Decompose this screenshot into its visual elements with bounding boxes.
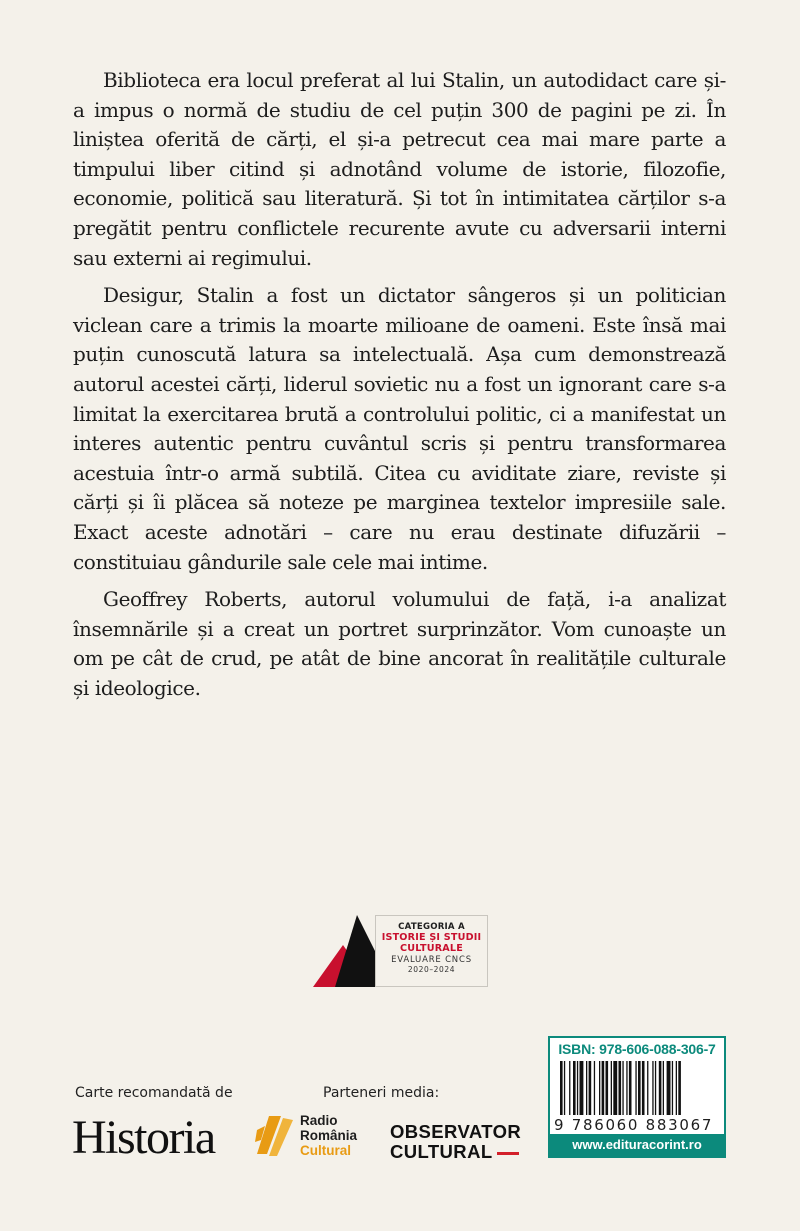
barcode-bar [638,1061,641,1115]
barcode-bar [564,1061,565,1115]
observator-cultural-logo [390,1122,521,1162]
radio-line-2: România [300,1128,358,1143]
badge-field-line1: ISTORIE ȘI STUDII [381,932,482,943]
isbn-label: ISBN: 978-606-088-306-7 [558,1041,716,1057]
radio-line-3: Cultural [300,1143,352,1158]
barcode-bar [560,1061,563,1115]
barcode-bar [573,1061,576,1115]
observator-red-bar [497,1152,519,1155]
barcode-bar [672,1061,673,1115]
blurb-paragraph-2: Desigur, Stalin a fost un dictator sângeros și un politician viclean care a trimis la moarte milioane de oameni. Este însă mai puțin cunoscută latura sa intelectuală. Așa cum demonstrează autorul acestei cărți, liderul sovietic nu a fost un ignorant care s-a limitat la exercitarea brută a controlului politic, ci a manifestat un interes autentic pentru cuvântul scris și pentru transformarea acestuia într-o armă subtilă. Citea cu aviditate ziare, reviste și cărți și îi plăcea să noteze pe marginea textelor impresiile sale. Exact aceste adnotări – care nu erau destinate difuzării – constituiau gândurile sale cele mai intime. [73,283,726,574]
radio-line-1: Radio [300,1113,338,1128]
barcode-bar [635,1061,636,1115]
radio-romania-cultural-logo [255,1110,385,1160]
barcode-bar [613,1061,617,1115]
back-cover-blurb [73,66,726,711]
barcode [558,1061,716,1117]
barcode-bar [629,1061,632,1115]
badge-text-box [375,915,488,987]
barcode-bar [599,1061,600,1115]
barcode-bar [647,1061,648,1115]
barcode-bar [622,1061,623,1115]
barcode-bar [676,1061,677,1115]
isbn-barcode-box [548,1036,726,1158]
barcode-bar [663,1061,664,1115]
barcode-bar [642,1061,645,1115]
observator-line-2: CULTURAL [390,1141,493,1162]
publisher-website[interactable]: www.edituracorint.ro [550,1134,724,1156]
blurb-paragraph-3: Geoffrey Roberts, autorul volumului de față, i-a analizat însemnările și a creat un portret surprinzător. Vom cunoaște un om pe cât de crud, pe atât de bine ancorat în realitățile culturale și ideologice. [73,587,726,700]
media-partners-label: Parteneri media: [323,1085,440,1101]
badge-evaluation: EVALUARE CNCS [391,955,472,965]
recommended-by-label: Carte recomandată de [75,1085,233,1101]
barcode-bar [655,1061,656,1115]
barcode-bar [667,1061,671,1115]
observator-line-1: OBSERVATOR [390,1121,522,1142]
barcode-bar [606,1061,609,1115]
barcode-bar [594,1061,595,1115]
isbn-digits: 9 786060 883067 [554,1116,714,1134]
barcode-bar [652,1061,653,1115]
barcode-bar [626,1061,627,1115]
badge-category: CATEGORIA A [398,922,465,932]
cncs-category-badge [313,915,490,990]
badge-field-line2: CULTURALE [400,943,463,954]
barcode-bar [602,1061,605,1115]
barcode-bar [577,1061,578,1115]
barcode-bar [580,1061,584,1115]
barcode-bar [611,1061,612,1115]
barcode-bar [678,1061,681,1115]
badge-years: 2020–2024 [407,965,456,974]
barcode-bar [619,1061,622,1115]
barcode-bar [589,1061,592,1115]
blurb-paragraph-1: Biblioteca era locul preferat al lui Stalin, un autodidact care și-a impus o normă de studiu de cel puțin 300 de pagini pe zi. În liniștea oferită de cărți, el și-a petrecut cea mai mare parte a timpului liber citind și adnotând volume de istorie, filozofie, economie, politică sau literatură. Și tot în intimitatea cărților s-a pregătit pentru conflictele recurente avute cu adversarii interni sau externi ai regimului. [73,68,726,270]
historia-logo: Historia [72,1111,215,1164]
radio-sun-icon [255,1110,297,1158]
barcode-bar [569,1061,570,1115]
barcode-bar [659,1061,662,1115]
barcode-bar [586,1061,587,1115]
